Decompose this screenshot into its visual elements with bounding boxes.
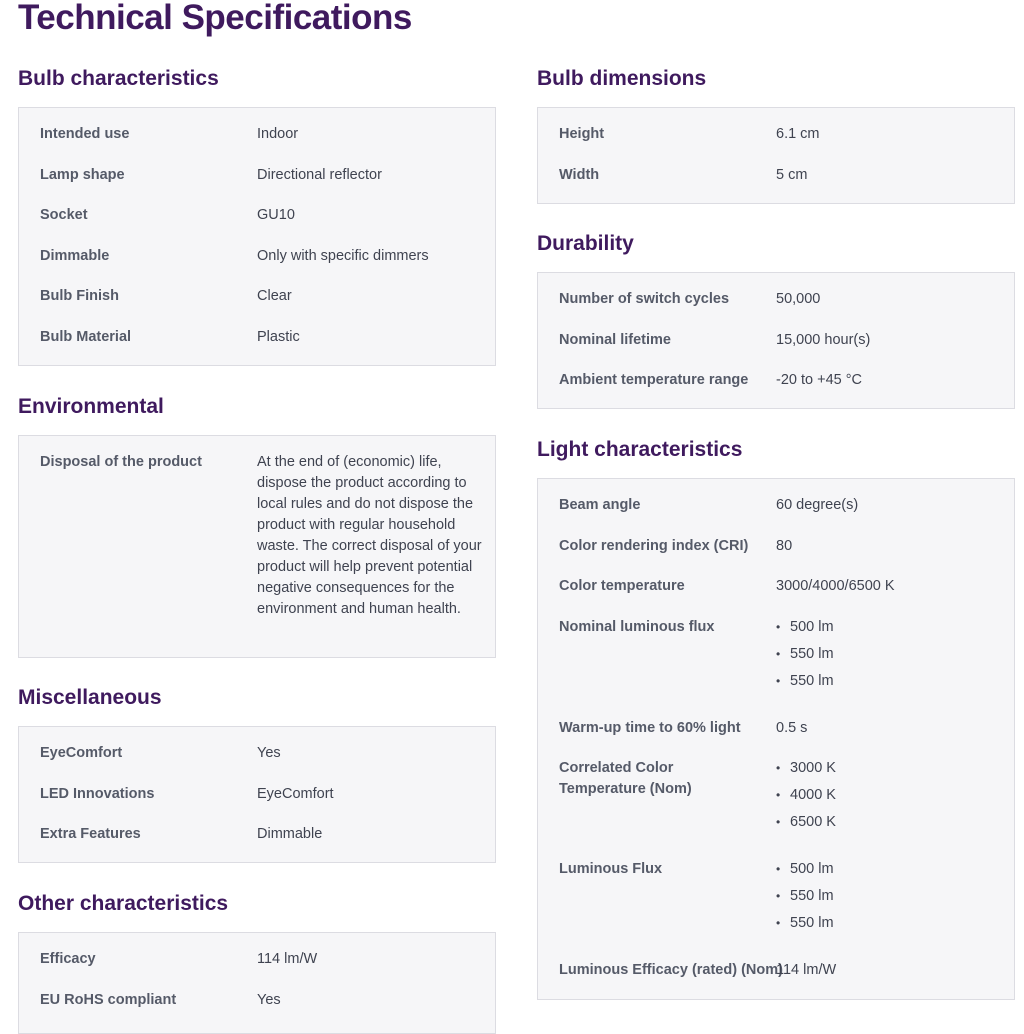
- spec-value: 0.5 s: [776, 720, 808, 736]
- spec-label: Bulb Material: [40, 329, 132, 345]
- spec-label: Beam angle: [559, 497, 641, 513]
- list-item: • 500 lm: [776, 617, 1001, 644]
- section-title: Bulb characteristics: [18, 67, 219, 90]
- section-title: Miscellaneous: [18, 686, 162, 709]
- section-title: Other characteristics: [18, 892, 229, 915]
- spec-value: Indoor: [257, 126, 299, 142]
- section-other-characteristics: [18, 889, 496, 1008]
- spec-value: -20 to +45 °C: [776, 372, 863, 388]
- spec-table: [537, 272, 1015, 409]
- spec-label: Color temperature: [559, 578, 685, 594]
- spec-value: 6.1 cm: [776, 126, 820, 142]
- spec-label: Color rendering index (CRI): [559, 538, 749, 554]
- spec-value: 15,000 hour(s): [776, 332, 871, 348]
- spec-value: 114 lm/W: [776, 962, 837, 978]
- spec-table: [18, 726, 496, 863]
- spec-label: Correlated Color Temperature (Nom): [559, 760, 692, 797]
- spec-value-list: [776, 758, 1001, 839]
- spec-table: [18, 932, 496, 1034]
- spec-value: Yes: [257, 745, 281, 761]
- spec-label: Luminous Flux: [559, 861, 663, 877]
- section-bulb-dimensions: [537, 64, 1015, 183]
- section-title: Durability: [537, 232, 634, 255]
- spec-label: Height: [559, 126, 605, 142]
- list-item: • 550 lm: [776, 671, 1001, 698]
- spec-value: Only with specific dimmers: [257, 248, 429, 264]
- spec-value-list: [776, 859, 1001, 940]
- spec-value: EyeComfort: [257, 786, 334, 802]
- spec-value: 60 degree(s): [776, 497, 859, 513]
- section-title: Environmental: [18, 395, 164, 418]
- spec-label: Luminous Efficacy (rated) (Nom): [559, 962, 783, 978]
- spec-value: Directional reflector: [257, 167, 382, 183]
- spec-value: 80: [776, 538, 793, 554]
- spec-label: Ambient temperature range: [559, 372, 749, 388]
- spec-label: Warm-up time to 60% light: [559, 720, 741, 736]
- spec-label: Extra Features: [40, 826, 141, 842]
- section-light-characteristics: [537, 435, 1015, 978]
- spec-label: Efficacy: [40, 951, 96, 967]
- spec-label: LED Innovations: [40, 786, 155, 802]
- spec-table: [537, 107, 1015, 204]
- section-environmental: [18, 392, 496, 617]
- spec-label: Disposal of the product: [40, 454, 202, 470]
- spec-label: Number of switch cycles: [559, 291, 730, 307]
- spec-label: Nominal lifetime: [559, 332, 671, 348]
- spec-table: [18, 107, 496, 366]
- spec-table: [537, 478, 1015, 1000]
- spec-value: 114 lm/W: [257, 951, 318, 967]
- spec-label: Width: [559, 167, 600, 183]
- list-item: • 4000 K: [776, 785, 1001, 812]
- spec-label: Lamp shape: [40, 167, 125, 183]
- spec-value: 3000/4000/6500 K: [776, 578, 895, 594]
- spec-value: Yes: [257, 992, 281, 1008]
- spec-label: EyeComfort: [40, 745, 123, 761]
- spec-value-list: [776, 617, 1001, 698]
- spec-value: Plastic: [257, 329, 300, 345]
- spec-value: At the end of (economic) life, dispose the product according to local rules and do not dispose the product with regular household waste. The correct disposal of your product will help prevent potential negative consequences for the environment and human health.: [257, 454, 482, 617]
- spec-label: Dimmable: [40, 248, 110, 264]
- spec-value: Clear: [257, 288, 292, 304]
- spec-value: Dimmable: [257, 826, 323, 842]
- list-item: • 6500 K: [776, 812, 1001, 839]
- spec-label: Bulb Finish: [40, 288, 119, 304]
- list-item: • 550 lm: [776, 644, 1001, 671]
- section-miscellaneous: [18, 683, 496, 842]
- section-durability: [537, 229, 1015, 388]
- spec-table: [18, 435, 496, 658]
- spec-label: Intended use: [40, 126, 130, 142]
- list-item: • 550 lm: [776, 886, 1001, 913]
- spec-value: GU10: [257, 207, 295, 223]
- section-bulb-characteristics: [18, 64, 496, 345]
- page-title: Technical Specifications: [18, 0, 412, 37]
- spec-label: Socket: [40, 207, 88, 223]
- section-title: Bulb dimensions: [537, 67, 707, 90]
- spec-value: 50,000: [776, 291, 821, 307]
- spec-label: EU RoHS compliant: [40, 992, 177, 1008]
- list-item: • 550 lm: [776, 913, 1001, 940]
- list-item: • 3000 K: [776, 758, 1001, 785]
- list-item: • 500 lm: [776, 859, 1001, 886]
- spec-value: 5 cm: [776, 167, 808, 183]
- section-title: Light characteristics: [537, 438, 743, 461]
- spec-label: Nominal luminous flux: [559, 619, 715, 635]
